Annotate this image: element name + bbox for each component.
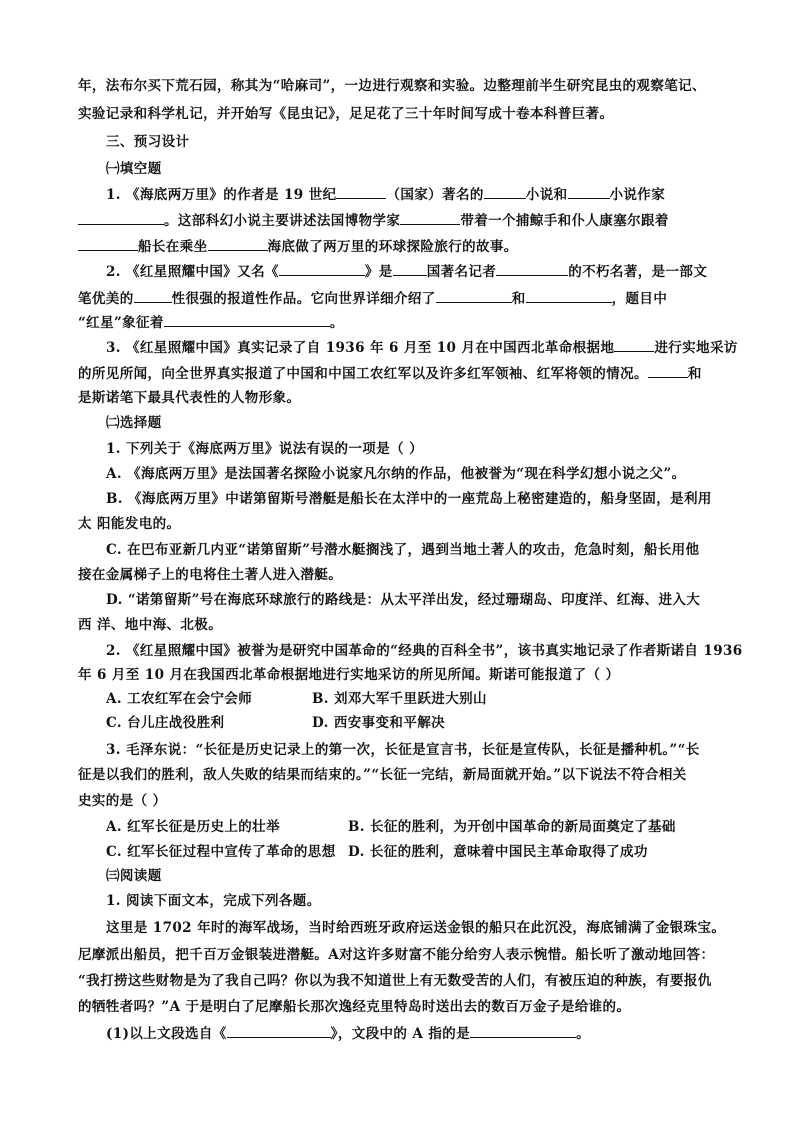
answer-blank[interactable] [134, 288, 172, 303]
text: 1. 《海底两万里》的作者是 19 世纪 [106, 187, 337, 203]
text: 3. 《红星照耀中国》真实记录了自 1936 年 6 月至 10 月在中国西北革命根据地 [106, 340, 615, 356]
answer-blank[interactable] [78, 236, 138, 251]
answer-blank[interactable] [400, 210, 460, 225]
option-b: B. 长征的胜利，为开创中国革命的新局面奠定了基础 [348, 819, 676, 835]
answer-blank[interactable] [393, 261, 427, 276]
answer-blank[interactable] [336, 184, 386, 199]
choice-q2-options-row-2 [106, 713, 446, 733]
text: 。 [329, 315, 344, 331]
option-c: C. 台儿庄战役胜利 [106, 715, 225, 731]
choice-q1-option-c-2: 接在金属梯子上的电将住土著人进入潜艇。 [78, 567, 343, 583]
fill-q3-line-1 [106, 337, 738, 358]
text: 。这部科幻小说主要讲述法国博物学家 [164, 213, 401, 229]
fill-q2-line-2 [78, 288, 667, 309]
choice-q1-option-b-1: B. 《海底两万里》中诺第留斯号潜艇是船长在太洋中的一座荒岛上秘密建造的，船身坚固，是利用 [106, 491, 712, 507]
choice-q1-option-b-2: 太 阳能发电的。 [78, 516, 181, 532]
reading-passage-line-4: 的牺牲者吗？”A 于是明白了尼摩船长那次逸经克里特岛时送出去的数百万金子是给谁的。 [78, 999, 631, 1015]
text: 和 [687, 366, 702, 382]
choice-q2-stem-2: 年 6 月至 10 月在我国西北革命根据地进行实地采访的所见所闻。斯诺可能报道了（ ） [78, 667, 620, 683]
text: 笔优美的 [78, 291, 134, 307]
answer-blank[interactable] [78, 210, 164, 225]
option-d: D. 西安事变和平解决 [312, 715, 446, 731]
choice-q2-options-row-1 [106, 689, 487, 709]
text: 2. 《红星照耀中国》又名《 [106, 264, 279, 280]
fill-q1-line-3 [78, 236, 518, 257]
text: ，题目中 [611, 291, 668, 307]
fill-q1-line-2 [78, 210, 669, 231]
answer-blank[interactable] [279, 261, 365, 276]
choice-q1-option-c-1: C. 在巴布亚新几内亚“诺第留斯”号潜水艇搁浅了，遇到当地土著人的攻击，危急时刻，船长用他 [106, 542, 700, 558]
choice-title: ㈡选择题 [106, 415, 162, 431]
option-d: D. 长征的胜利，意味着中国民主革命取得了成功 [348, 844, 648, 860]
choice-q1-option-a: A. 《海底两万里》是法国著名探险小说家凡尔纳的作品，他被誉为“现在科学幻想小说之父”。 [106, 466, 686, 482]
fill-q2-line-3 [78, 312, 344, 333]
fill-q3-line-3: 是斯诺笔下最具代表性的人物形象。 [78, 390, 301, 406]
answer-blank[interactable] [484, 184, 526, 199]
answer-blank[interactable] [496, 261, 568, 276]
text: 船长在乘坐 [138, 239, 208, 255]
text: “红星”象征着 [78, 315, 164, 331]
choice-q1-option-d-1: D. “诺第留斯”号在海底环球旅行的路线是：从太平洋出发，经过珊瑚岛、印度洋、红海、进入大 [106, 592, 701, 608]
reading-q1-intro: 1. 阅读下面文本，完成下列各题。 [106, 893, 321, 909]
choice-q3-stem-2: 征是以我们的胜利，敌人失败的结果而结束的。”“长征一完结，新局面就开始。”以下说法不符合相关 [78, 767, 687, 783]
text: (1)以上文段选自《 [106, 1026, 227, 1042]
option-c: C. 红军长征过程中宣传了革命的思想 [106, 844, 336, 860]
text: 海底做了两万里的环球探险旅行的故事。 [267, 239, 518, 255]
choice-q3-stem-1: 3. 毛泽东说：“长征是历史记录上的第一次，长征是宣言书，长征是宣传队，长征是播种机。”“长 [106, 742, 700, 758]
answer-blank[interactable] [208, 236, 268, 251]
text: 》，文段中的 A 指的是 [330, 1026, 471, 1042]
text: 的所见所闻，向全世界真实报道了中国和中国工农红军以及许多红军领袖、红军将领的情况。 [78, 366, 648, 382]
option-b: B. 刘邓大军千里跃进大别山 [312, 691, 487, 707]
fill-q1-line-1 [106, 184, 665, 205]
text: （国家）著名的 [386, 187, 484, 203]
fill-q2-line-1 [106, 261, 707, 282]
choice-q1-stem: 1. 下列关于《海底两万里》说法有误的一项是（ ） [106, 441, 423, 457]
fill-q3-line-2 [78, 363, 702, 384]
answer-blank[interactable] [568, 184, 610, 199]
choice-q1-option-d-2: 西 洋、地中海、北极。 [78, 617, 223, 633]
section-title: 三、预习设计 [106, 134, 190, 150]
answer-blank[interactable] [164, 312, 330, 327]
choice-q3-stem-3: 史实的是（ ） [78, 793, 167, 809]
reading-passage-line-1: 这里是 1702 年时的海军战场，当时给西班牙政府运送金银的船只在此沉没，海底铺满了金银珠宝。 [106, 920, 726, 936]
reading-passage-line-3: “我打捞这些财物是为了我自己吗？你以为我不知道世上有无数受苦的人们，有被压迫的种族，有要报仇 [78, 973, 712, 989]
reading-title: ㈢阅读题 [106, 868, 162, 884]
intro-line-1: 年，法布尔买下荒石园，称其为“哈麻司”，一边进行观察和实验。边整理前半生研究昆虫的观察笔记、 [78, 78, 706, 94]
option-a: A. 红军长征是历史上的壮举 [106, 819, 280, 835]
intro-line-2: 实验记录和科学札记，并开始写《昆虫记》，足足花了三十年时间写成十卷本科普巨著。 [78, 106, 614, 122]
answer-blank[interactable] [614, 337, 654, 352]
fill-title: ㈠填空题 [106, 161, 162, 177]
text: 性很强的报道性作品。它向世界详细介绍了 [171, 291, 436, 307]
reading-q1-subquestion-1 [106, 1023, 590, 1044]
text: 》是 [364, 264, 393, 280]
answer-blank[interactable] [436, 288, 512, 303]
text: 带着一个捕鲸手和仆人康塞尔跟着 [460, 213, 669, 229]
answer-blank[interactable] [526, 288, 612, 303]
text: 小说和 [525, 187, 568, 203]
answer-blank[interactable] [648, 363, 688, 378]
choice-q2-stem-1: 2. 《红星照耀中国》被誉为是研究中国革命的“经典的百科全书”，该书真实地记录了作者斯诺自 1936 [106, 643, 743, 659]
text: 进行实地采访 [654, 340, 738, 356]
text: 的不朽名著，是一部文 [568, 264, 708, 280]
text: 。 [576, 1026, 591, 1042]
answer-blank[interactable] [227, 1023, 331, 1038]
text: 和 [511, 291, 526, 307]
option-a: A. 工农红军在会宁会师 [106, 691, 253, 707]
choice-q3-options-row-2 [106, 842, 648, 862]
text: 小说作家 [609, 187, 666, 203]
text: 国著名记者 [426, 264, 497, 280]
reading-passage-line-2: 尼摩派出船员，把千百万金银装进潜艇。A对这许多财富不能分给穷人表示惋惜。船长听了激动地回答： [78, 947, 715, 963]
answer-blank[interactable] [470, 1023, 576, 1038]
choice-q3-options-row-1 [106, 817, 676, 837]
